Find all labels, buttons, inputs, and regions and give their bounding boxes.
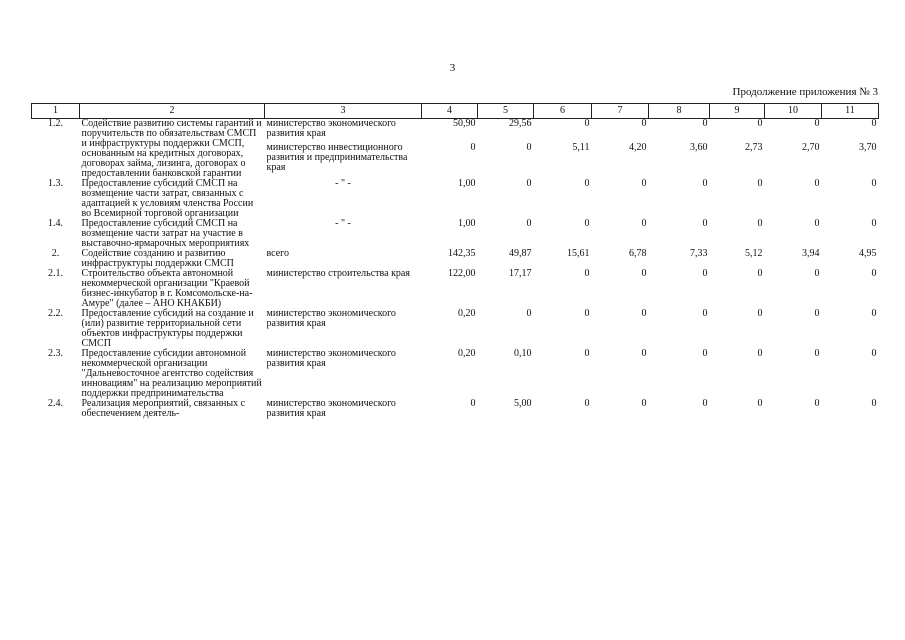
measure-name: Предоставление субсидий СМСП на возмещение части затрат на участие в выставочно-ярмарочных мероприятиях — [81, 218, 250, 249]
value-cell: 0 — [757, 268, 763, 279]
appendix-continuation-note: Продолжение приложения № 3 — [732, 86, 878, 98]
value-cell: 0 — [814, 268, 820, 279]
value-cell: 0 — [814, 178, 820, 189]
responsible-org: министерство экономического развития края — [266, 308, 396, 329]
value-cell: 0 — [526, 178, 532, 189]
table-row — [32, 269, 879, 309]
measure-name: Реализация мероприятий, связанных с обеспечением деятель- — [81, 398, 246, 419]
value-cell: 0 — [702, 218, 708, 229]
value-cell: 1,00 — [458, 178, 476, 189]
value-cell: 0 — [757, 118, 763, 129]
measure-name: Предоставление субсидии автономной некоммерческой организации "Дальневосточное агентство содействия инновациям" на реализацию мероприятий поддержки предпринимательства — [81, 348, 262, 399]
page-number: 3 — [449, 62, 456, 74]
measure-name: Содействие развитию системы гарантий и поручительств по обязательствам СМСП и инфраструктуры поддержки СМСП, основанным на кредитных договорах, договорах займа, лизинга, договорах о предоставлении банковской гарантии — [81, 118, 262, 179]
value-cell: 0 — [757, 348, 763, 359]
value-cell: 0 — [641, 118, 647, 129]
value-cell: 0 — [584, 118, 590, 129]
value-cell: 4,20 — [629, 142, 647, 154]
value-cell: 0 — [641, 218, 647, 229]
value-cell: 17,17 — [509, 268, 532, 279]
row-number: 1.4. — [48, 218, 63, 229]
value-cell: 0 — [814, 218, 820, 229]
row-number: 2. — [51, 248, 60, 259]
table-row — [32, 349, 879, 399]
responsible-org: - " - — [335, 178, 351, 189]
budget-table — [31, 103, 879, 419]
table-row — [32, 249, 879, 269]
value-cell: 0 — [584, 348, 590, 359]
responsible-org: министерство экономического развития края — [266, 348, 396, 369]
value-cell: 142,35 — [448, 248, 476, 259]
responsible-org: - " - — [335, 218, 351, 229]
measure-name: Содействие созданию и развитию инфраструктуры поддержки СМСП — [81, 248, 234, 269]
col-header-4: 4 — [422, 104, 478, 119]
row-number: 2.4. — [48, 398, 63, 409]
value-cell: 50,90 — [453, 118, 476, 129]
value-cell: 0 — [702, 308, 708, 319]
table-row — [32, 179, 879, 219]
col-header-7: 7 — [592, 104, 649, 119]
value-cell: 0,20 — [458, 308, 476, 319]
value-cell: 0 — [470, 142, 476, 154]
value-cell: 0 — [526, 142, 532, 154]
value-cell: 6,78 — [629, 248, 647, 259]
value-cell: 0 — [584, 308, 590, 319]
value-cell: 0 — [871, 118, 877, 129]
value-cell: 0 — [526, 308, 532, 319]
value-cell: 0 — [871, 308, 877, 319]
col-header-10: 10 — [765, 104, 822, 119]
row-number: 2.3. — [48, 348, 63, 359]
measure-name: Предоставление субсидий СМСП на возмещение части затрат, связанных с адаптацией к условиям членства России во Всемирной торговой организации — [81, 178, 254, 219]
value-cell: 0 — [757, 398, 763, 409]
value-cell: 0 — [702, 118, 708, 129]
row-number: 2.1. — [48, 268, 63, 279]
responsible-org: министерство экономического развития края — [266, 398, 396, 419]
value-cell: 0 — [641, 348, 647, 359]
col-header-11: 11 — [822, 104, 879, 119]
responsible-org: министерство инвестиционного развития и предпринимательства края — [266, 142, 408, 174]
table-row — [32, 219, 879, 249]
value-cell: 0 — [702, 268, 708, 279]
header-row — [32, 104, 879, 119]
value-cell: 0 — [814, 308, 820, 319]
value-cell: 5,11 — [572, 142, 590, 154]
row-number: 1.2. — [48, 118, 63, 129]
value-cell: 0 — [757, 218, 763, 229]
responsible-org: всего — [266, 248, 290, 259]
value-cell: 3,60 — [690, 142, 708, 154]
row-number: 1.3. — [48, 178, 63, 189]
value-cell: 0 — [526, 218, 532, 229]
col-header-5: 5 — [478, 104, 534, 119]
col-header-2: 2 — [80, 104, 265, 119]
col-header-6: 6 — [534, 104, 592, 119]
value-cell: 0 — [641, 178, 647, 189]
value-cell: 0 — [814, 118, 820, 129]
value-cell: 0,10 — [514, 348, 532, 359]
value-cell: 0 — [584, 398, 590, 409]
table-row — [32, 309, 879, 349]
value-cell: 0 — [757, 178, 763, 189]
value-cell: 5,12 — [745, 248, 763, 259]
value-cell: 0 — [584, 218, 590, 229]
value-cell: 0 — [871, 178, 877, 189]
value-cell: 0 — [871, 268, 877, 279]
value-cell: 15,61 — [567, 248, 590, 259]
value-cell: 2,73 — [745, 142, 763, 154]
col-header-3: 3 — [265, 104, 422, 119]
value-cell: 0 — [584, 178, 590, 189]
col-header-8: 8 — [649, 104, 710, 119]
value-cell: 0 — [702, 178, 708, 189]
value-cell: 0 — [814, 398, 820, 409]
col-header-1: 1 — [32, 104, 80, 119]
table-row — [32, 399, 879, 419]
value-cell: 0 — [470, 398, 476, 409]
value-cell: 0 — [641, 268, 647, 279]
value-cell: 0 — [757, 308, 763, 319]
row-number: 2.2. — [48, 308, 63, 319]
value-cell: 0 — [871, 218, 877, 229]
col-header-9: 9 — [710, 104, 765, 119]
responsible-org: министерство экономического развития края — [266, 118, 396, 139]
value-cell: 0 — [641, 308, 647, 319]
value-cell: 5,00 — [514, 398, 532, 409]
value-cell: 0,20 — [458, 348, 476, 359]
value-cell: 0 — [871, 348, 877, 359]
value-cell: 4,95 — [859, 248, 877, 259]
value-cell: 3,70 — [859, 142, 877, 154]
value-cell: 1,00 — [458, 218, 476, 229]
value-cell: 0 — [871, 398, 877, 409]
value-cell: 0 — [814, 348, 820, 359]
measure-name: Строительство объекта автономной некоммерческой организации "Краевой бизнес-инкубатор в г. Комсомольске-на-Амуре" (далее – АНО КНАКБИ) — [81, 268, 253, 309]
table-row — [32, 119, 879, 144]
value-cell: 2,70 — [802, 142, 820, 154]
value-cell: 0 — [702, 348, 708, 359]
value-cell: 122,00 — [448, 268, 476, 279]
value-cell: 7,33 — [690, 248, 708, 259]
value-cell: 29,56 — [509, 118, 532, 129]
value-cell: 3,94 — [802, 248, 820, 259]
value-cell: 49,87 — [509, 248, 532, 259]
value-cell: 0 — [584, 268, 590, 279]
value-cell: 0 — [702, 398, 708, 409]
responsible-org: министерство строительства края — [266, 268, 410, 279]
measure-name: Предоставление субсидий на создание и (или) развитие территориальной сети объектов инфраструктуры поддержки СМСП — [81, 308, 254, 349]
value-cell: 0 — [641, 398, 647, 409]
